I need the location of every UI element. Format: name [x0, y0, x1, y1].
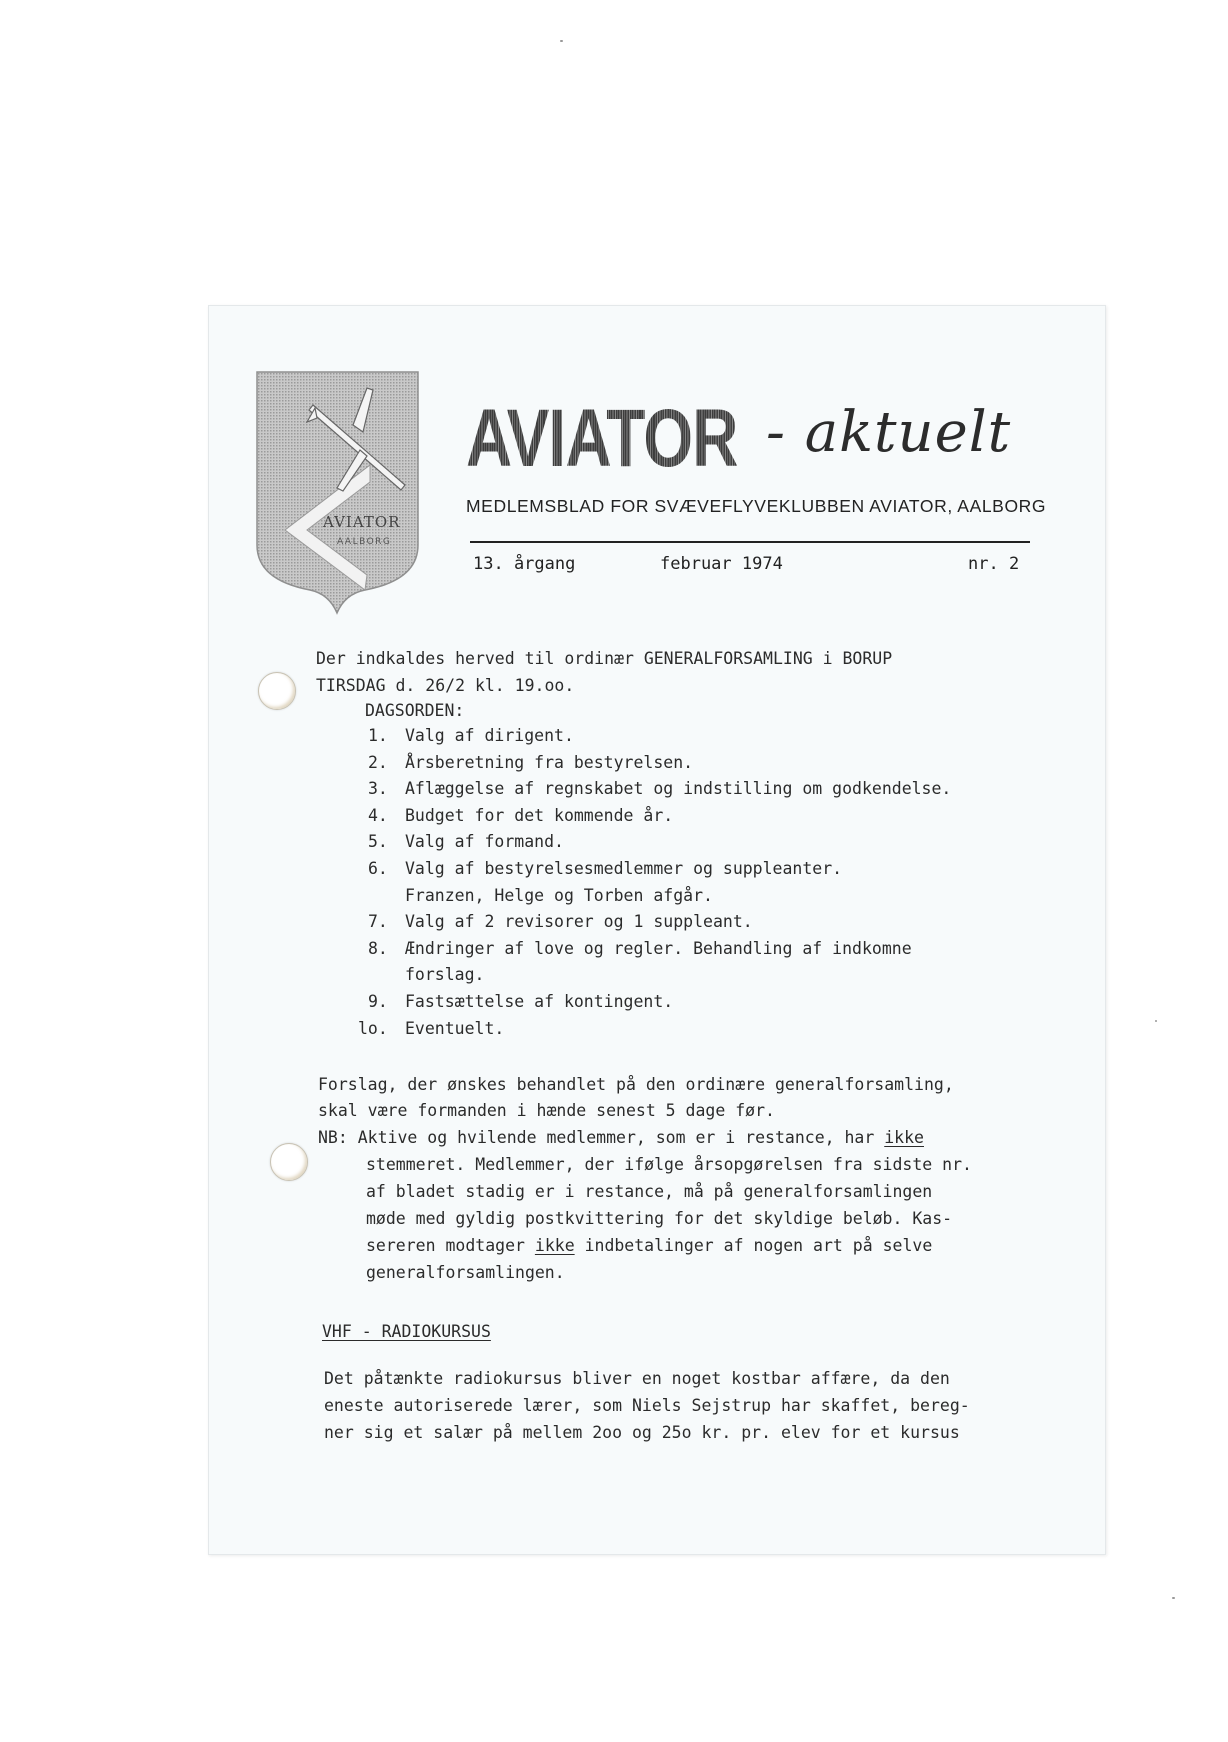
- agenda-item-text: Valg af dirigent.: [405, 726, 574, 745]
- logo-text-aviator: AVIATOR: [323, 513, 401, 531]
- agenda-item-number: 8.: [368, 939, 388, 958]
- nb-line-6: generalforsamlingen.: [366, 1263, 565, 1282]
- scan-speck: [1172, 1597, 1175, 1599]
- agenda-item-text: Valg af formand.: [405, 832, 564, 851]
- agenda-item-number: 7.: [368, 912, 388, 931]
- masthead-subtitle: MEDLEMSBLAD FOR SVÆVEFLYVEKLUBBEN AVIATOR, AALBORG: [466, 496, 1047, 516]
- radio-heading: [322, 1318, 491, 1345]
- agenda-item-text: Eventuelt.: [405, 1019, 505, 1038]
- agenda-item-text: Fastsættelse af kontingent.: [405, 992, 674, 1011]
- masthead: [466, 392, 1012, 484]
- agenda-item-text: Valg af 2 revisorer og 1 suppleant.: [405, 912, 753, 931]
- masthead-divider: [470, 541, 1030, 543]
- nb-line-1-text: NB: Aktive og hvilende medlemmer, som er i restance, har: [318, 1128, 885, 1147]
- agenda-item-number: 3.: [368, 779, 388, 798]
- club-logo-shield: [255, 370, 420, 615]
- scan-speck: [1155, 1020, 1157, 1022]
- agenda-item-text: Valg af bestyrelsesmedlemmer og suppleanter.: [405, 859, 843, 878]
- issue-date: februar 1974: [660, 554, 783, 574]
- agenda-item-text: Årsberetning fra bestyrelsen.: [405, 753, 694, 772]
- scan-speck: [560, 40, 563, 42]
- proposals-line-1: Forslag, der ønskes behandlet på den ordinære generalforsamling,: [318, 1075, 954, 1094]
- nb-line-2: stemmeret. Medlemmer, der ifølge årsopgørelsen fra sidste nr.: [366, 1155, 972, 1174]
- nb-underlined-ikke: ikke: [884, 1128, 924, 1147]
- notice-line-2: TIRSDAG d. 26/2 kl. 19.oo.: [316, 676, 575, 695]
- agenda-item-number: lo.: [358, 1019, 388, 1038]
- agenda-item-number: 1.: [368, 726, 388, 745]
- nb-line-5-post: indbetalinger af nogen art på selve: [574, 1236, 933, 1255]
- masthead-title-suffix: - aktuelt: [766, 400, 1012, 465]
- agenda-heading: DAGSORDEN:: [365, 701, 465, 720]
- agenda-item-text: Budget for det kommende år.: [405, 806, 674, 825]
- radio-line-3: ner sig et salær på mellem 2oo og 25o kr. pr. elev for et kursus: [324, 1423, 960, 1442]
- proposals-line-2: skal være formanden i hænde senest 5 dage før.: [318, 1101, 775, 1120]
- agenda-item-text: forslag.: [405, 965, 485, 984]
- nb-line-1: [318, 1124, 924, 1151]
- radio-line-2: eneste autoriserede lærer, som Niels Sejstrup har skaffet, bereg-: [324, 1396, 970, 1415]
- nb-line-4: møde med gyldig postkvittering for det skyldige beløb. Kas-: [366, 1209, 953, 1228]
- logo-text-aalborg: AALBORG: [337, 537, 392, 547]
- agenda-item-number: 2.: [368, 753, 388, 772]
- nb-line-5: [366, 1232, 932, 1259]
- nb-line-5-pre: sereren modtager: [366, 1236, 535, 1255]
- agenda-item-text: Ændringer af love og regler. Behandling af indkomne: [405, 939, 912, 958]
- agenda-item-number: 9.: [368, 992, 388, 1011]
- issue-number: nr. 2: [968, 554, 1020, 574]
- punch-hole-top: [258, 672, 296, 710]
- agenda-item-number: 6.: [368, 859, 388, 878]
- agenda-item-number: 5.: [368, 832, 388, 851]
- notice-line-1: Der indkaldes herved til ordinær GENERALFORSAMLING i BORUP: [316, 649, 893, 668]
- radio-heading-text: VHF - RADIOKURSUS: [322, 1322, 491, 1341]
- masthead-title: AVIATOR: [466, 393, 738, 484]
- nb-line-3: af bladet stadig er i restance, må på generalforsamlingen: [366, 1182, 933, 1201]
- agenda-item-number: 4.: [368, 806, 388, 825]
- agenda-item-text: Franzen, Helge og Torben afgår.: [405, 886, 713, 905]
- issue-volume: 13. årgang: [473, 554, 576, 574]
- punch-hole-bottom: [270, 1143, 308, 1181]
- nb-underlined-ikke-2: ikke: [534, 1236, 575, 1255]
- agenda-item-text: Aflæggelse af regnskabet og indstilling om godkendelse.: [405, 779, 952, 798]
- radio-line-1: Det påtænkte radiokursus bliver en noget kostbar affære, da den: [324, 1369, 950, 1388]
